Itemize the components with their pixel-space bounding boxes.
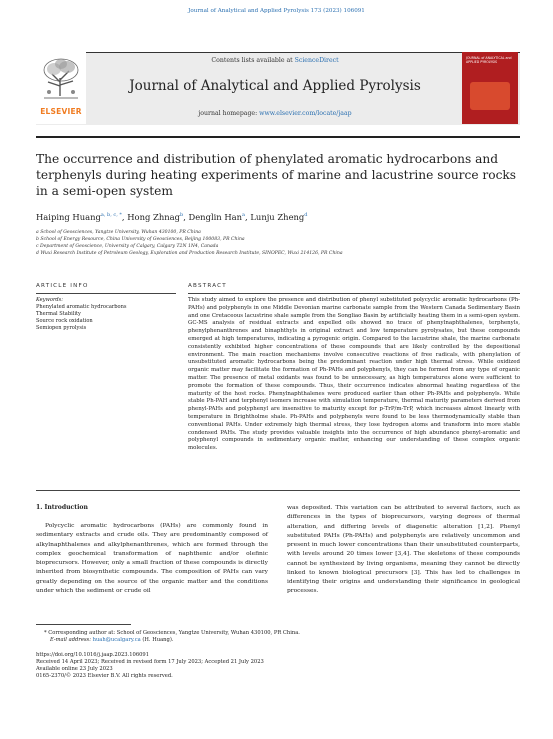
publisher-name: ELSEVIER [40, 107, 82, 116]
header-divider [36, 136, 520, 138]
abstract-heading: ABSTRACT [188, 283, 227, 289]
article-info-divider [36, 293, 176, 294]
author-separator: , [121, 212, 128, 222]
received-dates: Received 14 April 2023; Received in revised form 17 July 2023; Accepted 21 July 2023 [36, 659, 264, 665]
elsevier-tree-icon [40, 56, 82, 100]
keyword[interactable]: Semiopen pyrolysis [36, 325, 87, 331]
affiliation-line: b School of Energy Resource, China University of Geosciences, Beijing 100083, PR China [36, 237, 245, 242]
author-affiliation-marker[interactable]: a, b, c, * [100, 212, 122, 219]
footnote-divider [36, 624, 131, 625]
keyword[interactable]: Thermal Stability [36, 311, 81, 317]
author-separator: , [183, 212, 189, 222]
publisher-logo[interactable] [36, 52, 86, 124]
copyright-line: 0165-2370/© 2023 Elsevier B.V. All rights reserved. [36, 673, 173, 679]
author-name[interactable]: Denglin Han [188, 212, 243, 222]
author-name[interactable]: Haiping Huang [36, 212, 101, 222]
author-name[interactable]: Hong Zhnag [127, 212, 180, 222]
abstract-bottom-divider [36, 490, 520, 491]
available-online: Available online 23 July 2023 [36, 666, 113, 672]
sciencedirect-link[interactable]: ScienceDirect [294, 57, 339, 64]
author-affiliation-marker[interactable]: a [242, 212, 246, 219]
abstract-text: This study aimed to explore the presence and distribution of phenyl substituted polycyclic aromatic hydrocarbons (Ph-PAHs) and polyphenyls in one Middle Devonian marine carbonate sample from the Western Canada Sedimentary Basin and one Cretaceous lacustrine shale sample from the Songliao Basin by artificially heating them in a semi-open system. GC-MS analysis of residual extracts and expelled oils showed no trace of phenylnaphthalenes, terphenyls, phenylphenanthrenes and binaphthyls in original extract and low temperature pyrolysates, but these compounds emerged at high temperatures, indicating a pyrogenic origin. Compared to the lacustrine shale, the marine carbonate consistently exhibited higher concentrations of these compounds that are likely controlled by the depositional environment. The main reaction mechanisms involve consecutive reactions of free radicals, with phenylation of unsubstituted aromatic hydrocarbons being the predominant reaction under high thermal stress. While oxidized organic matter may facilitate the formation of Ph-PAHs and polyphenyls, they can be formed from any type of organic matter. The presence of metal oxidants was found to be unnecessary, as high temperatures alone were sufficient to promote the formation of these compounds. Thus, their occurrence indicates abnormal heating regardless of the maturity of the host rocks. Phenylnaphthalenes were produced earlier than other Ph-PAHs and polyphenyls. While stable Ph-PAH and terphenyl isomers increase with simulation temperature, thermal maturity parameters derived from phenyl-PAHs and polyphenyl are insensitive to maturity except for p-TrP/m-TrP, which increases almost linearly with temperature in Brightholme shale. Ph-PAHs and polyphenyls were found to be less thermodynamically stable than conventional PAHs. Under extremely high thermal stress, they lose hydrogen atoms and transform into more stable condensed PAHs. The study provides valuable insights into the occurrence of high abundance phenyl-aromatic and polyphenyl compounds in sedimentary organic matter, enhancing our understanding of these complex organic molecules. [188, 297, 520, 452]
affiliation-line: c Department of Geoscience, University of Calgary, Calgary T2N 1N4, Canada [36, 244, 219, 249]
journal-homepage [90, 110, 460, 117]
keyword[interactable]: Source rock oxidation [36, 318, 93, 324]
email-suffix: (H. Huang). [140, 637, 174, 643]
keyword[interactable]: Phenylated aromatic hydrocarbons [36, 304, 127, 310]
journal-citation-link[interactable]: Journal of Analytical and Applied Pyrolysis 173 (2023) 106091 [188, 8, 365, 14]
cover-image [470, 82, 510, 110]
journal-title[interactable]: Journal of Analytical and Applied Pyrolysis [129, 78, 421, 94]
article-title: The occurrence and distribution of phenylated aromatic hydrocarbons and terphenyls during heating experiments of marine and lacustrine source rocks in a semi-open system [36, 152, 517, 199]
intro-paragraph-right: was deposited. This variation can be attributed to several factors, such as differences in the types of bioprecursors, varying degrees of thermal alteration, and differing levels of diagenetic alteration [1,2]. Phenyl substituted PAHs (Ph-PAHs) and polyphenyls are relatively uncommon and present in much lower concentrations than their unsubstituted counterparts, with levels around 20 times lower [3,4]. The skeletons of these compounds cannot be synthesized by living organisms, meaning they cannot be directly linked to known biological precursors [3]. This has led to challenges in identifying their origins and understanding their significance in geological processes. [287, 505, 520, 595]
email-label: E-mail address: [50, 637, 93, 643]
homepage-link[interactable]: www.elsevier.com/locate/jaap [259, 110, 352, 117]
author-list [36, 212, 308, 222]
cover-title: JOURNAL of ANALYTICAL and APPLIED PYROLYSIS [466, 56, 512, 64]
email-line [50, 637, 174, 643]
intro-paragraph-left: Polycyclic aromatic hydrocarbons (PAHs) are commonly found in sedimentary extracts and crude oils. They are predominantly composed of alkylnaphthalenes and alkylphenanthrenes, which are formed through the complex geochemical transformation of naphthenic and/or olefinic bioprecursors. However, only a small fraction of these compounds is directly inherited from biosynthetic compounds. The composition of PAHs can vary greatly depending on the source of the organic matter and the conditions under which the sediment or crude oil [36, 523, 268, 594]
doi-link[interactable]: https://doi.org/10.1016/j.jaap.2023.106091 [36, 652, 150, 658]
email-link[interactable]: huah@ucalgary.ca [92, 637, 141, 643]
affiliation-line: d Wuxi Research Institute of Petroleum Geology, Exploration and Production Research Institute, SINOPEC, Wuxi 214126, PR China [36, 251, 343, 256]
section-heading-introduction: 1. Introduction [36, 504, 88, 511]
author-separator: , [245, 212, 251, 222]
author-name[interactable]: Lunju Zheng [250, 212, 305, 222]
author-affiliation-marker[interactable]: d [304, 212, 308, 219]
keywords-label: Keywords: [36, 297, 64, 303]
contents-prefix: Contents lists available at [211, 57, 295, 64]
contents-line [90, 57, 460, 64]
affiliation-line: a School of Geosciences, Yangtze University, Wuhan 430100, PR China [36, 230, 201, 235]
article-info-heading: ARTICLE INFO [36, 283, 89, 289]
author-affiliation-marker[interactable]: b [179, 212, 184, 219]
abstract-divider [188, 293, 520, 294]
corresponding-author-note: * Corresponding author at: School of Geosciences, Yangtze University, Wuhan 430100, PR China. [44, 630, 300, 636]
journal-cover-thumbnail[interactable] [462, 52, 518, 124]
homepage-prefix: journal homepage: [198, 110, 260, 117]
